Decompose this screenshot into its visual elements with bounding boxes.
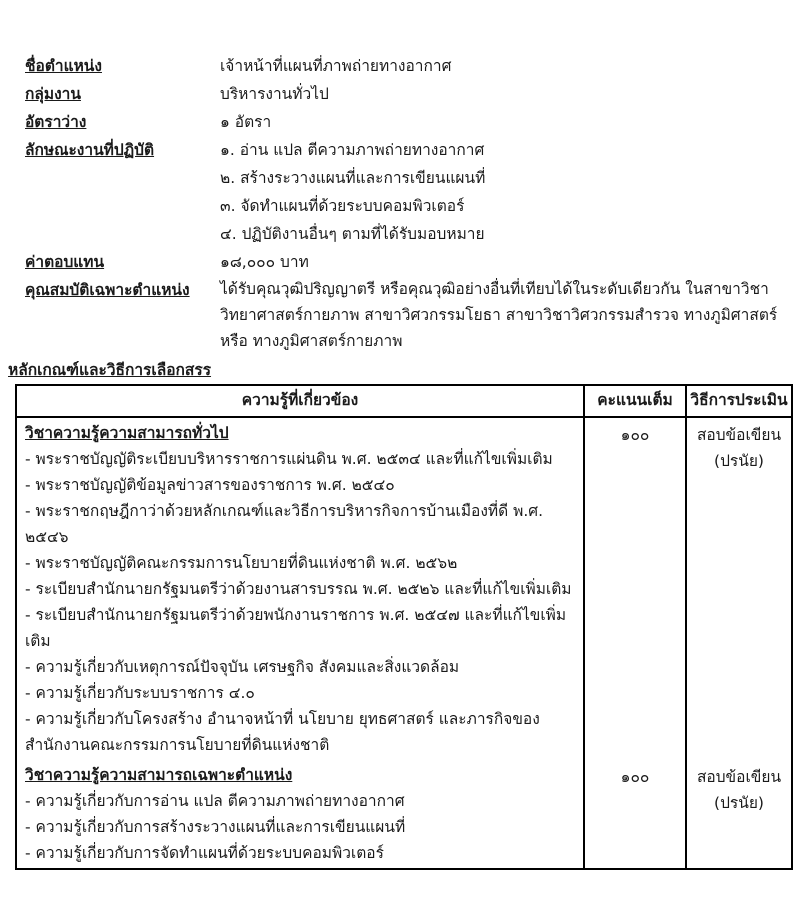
method-line-2: (ปรนัย) bbox=[714, 794, 764, 812]
knowledge-item: - ระเบียบสำนักนายกรัฐมนตรีว่าด้วยพนักงานราชการ พ.ศ. ๒๕๔๗ และที่แก้ไขเพิ่มเติม bbox=[25, 606, 567, 650]
job-duty-item: ๓. จัดทำแผนที่ด้วยระบบคอมพิวเตอร์ bbox=[220, 197, 465, 215]
table-header-row bbox=[17, 386, 791, 418]
group-title-specific: วิชาความรู้ความสามารถเฉพาะตำแหน่ง bbox=[25, 766, 293, 784]
field-label-qualifications: คุณสมบัติเฉพาะตำแหน่ง bbox=[25, 281, 190, 299]
score-cell-specific: ๑๐๐ bbox=[583, 760, 685, 868]
table-header-knowledge: ความรู้ที่เกี่ยวข้อง bbox=[241, 391, 359, 409]
field-position-title bbox=[25, 52, 790, 80]
field-value-qualifications: ได้รับคุณวุฒิปริญญาตรี หรือคุณวุฒิอย่างอื่นที่เทียบได้ในระดับเดียวกัน ในสาขาวิชาวิทยาศาสตร์กายภาพ สาขาวิศวกรรมโยธา สาขาวิชาวิศวกรรมสำรวจ ทางภูมิศาสตร์ หรือ ทางภูมิศาสตร์กายภาพ bbox=[220, 280, 778, 350]
method-line-2: (ปรนัย) bbox=[714, 452, 764, 470]
job-duty-item: ๑. อ่าน แปล ตีความภาพถ่ายทางอากาศ bbox=[220, 141, 485, 159]
knowledge-item: - ความรู้เกี่ยวกับระบบราชการ ๔.๐ bbox=[25, 684, 255, 702]
selection-criteria-heading: หลักเกณฑ์และวิธีการเลือกสรร bbox=[8, 361, 212, 379]
knowledge-item: - ความรู้เกี่ยวกับโครงสร้าง อำนาจหน้าที่ นโยบาย ยุทธศาสตร์ และภารกิจของสำนักงานคณะกรรมการนโยบายที่ดินแห่งชาติ bbox=[25, 710, 540, 754]
knowledge-item: - พระราชกฤษฎีกาว่าด้วยหลักเกณฑ์และวิธีการบริหารกิจการบ้านเมืองที่ดี พ.ศ. ๒๕๔๖ bbox=[25, 502, 544, 546]
field-value-vacancy-count: ๑ อัตรา bbox=[220, 113, 272, 131]
knowledge-cell-specific bbox=[17, 760, 583, 868]
field-value-position-title: เจ้าหน้าที่แผนที่ภาพถ่ายทางอากาศ bbox=[220, 57, 452, 75]
field-label-position-title: ชื่อตำแหน่ง bbox=[25, 57, 102, 75]
method-line-1: สอบข้อเขียน bbox=[696, 768, 782, 786]
field-work-group bbox=[25, 80, 790, 108]
table-group-general-knowledge bbox=[17, 418, 791, 760]
field-label-work-group: กลุ่มงาน bbox=[25, 85, 81, 103]
knowledge-cell-general bbox=[17, 418, 583, 760]
method-cell-specific bbox=[685, 760, 791, 868]
knowledge-item: - ความรู้เกี่ยวกับเหตุการณ์ปัจจุบัน เศรษฐกิจ สังคมและสิ่งแวดล้อม bbox=[25, 658, 460, 676]
knowledge-item: - ความรู้เกี่ยวกับการอ่าน แปล ตีความภาพถ่ายทางอากาศ bbox=[25, 792, 405, 810]
score-cell-general: ๑๐๐ bbox=[583, 418, 685, 760]
field-label-compensation: ค่าตอบแทน bbox=[25, 253, 105, 271]
table-group-specific-knowledge bbox=[17, 760, 791, 868]
field-label-job-duties: ลักษณะงานที่ปฏิบัติ bbox=[25, 141, 155, 159]
job-duty-list bbox=[220, 136, 485, 248]
knowledge-item: - พระราชบัญญัติคณะกรรมการนโยบายที่ดินแห่งชาติ พ.ศ. ๒๕๖๒ bbox=[25, 554, 458, 572]
field-job-duties bbox=[25, 136, 790, 248]
knowledge-item: - ความรู้เกี่ยวกับการจัดทำแผนที่ด้วยระบบคอมพิวเตอร์ bbox=[25, 844, 384, 862]
knowledge-item: - ระเบียบสำนักนายกรัฐมนตรีว่าด้วยงานสารบรรณ พ.ศ. ๒๕๒๖ และที่แก้ไขเพิ่มเติม bbox=[25, 580, 572, 598]
job-duty-item: ๔. ปฏิบัติงานอื่นๆ ตามที่ได้รับมอบหมาย bbox=[220, 225, 485, 243]
field-vacancy-count bbox=[25, 108, 790, 136]
field-value-work-group: บริหารงานทั่วไป bbox=[220, 85, 329, 103]
group-title-general: วิชาความรู้ความสามารถทั่วไป bbox=[25, 424, 229, 442]
field-value-compensation: ๑๘,๐๐๐ บาท bbox=[220, 253, 309, 271]
selection-criteria-table bbox=[15, 384, 793, 870]
knowledge-item: - พระราชบัญญัติข้อมูลข่าวสารของราชการ พ.ศ. ๒๕๔๐ bbox=[25, 476, 395, 494]
job-duty-item: ๒. สร้างระวางแผนที่และการเขียนแผนที่ bbox=[220, 169, 486, 187]
position-details bbox=[0, 0, 800, 354]
method-line-1: สอบข้อเขียน bbox=[696, 426, 782, 444]
method-cell-general bbox=[685, 418, 791, 760]
table-header-method: วิธีการประเมิน bbox=[685, 386, 791, 416]
knowledge-item: - พระราชบัญญัติระเบียบบริหารราชการแผ่นดิน พ.ศ. ๒๕๓๔ และที่แก้ไขเพิ่มเติม bbox=[25, 450, 553, 468]
knowledge-item: - ความรู้เกี่ยวกับการสร้างระวางแผนที่และการเขียนแผนที่ bbox=[25, 818, 406, 836]
field-label-vacancy-count: อัตราว่าง bbox=[25, 113, 87, 131]
field-compensation bbox=[25, 248, 790, 276]
field-qualifications bbox=[25, 276, 790, 354]
table-header-score: คะแนนเต็ม bbox=[583, 386, 685, 416]
